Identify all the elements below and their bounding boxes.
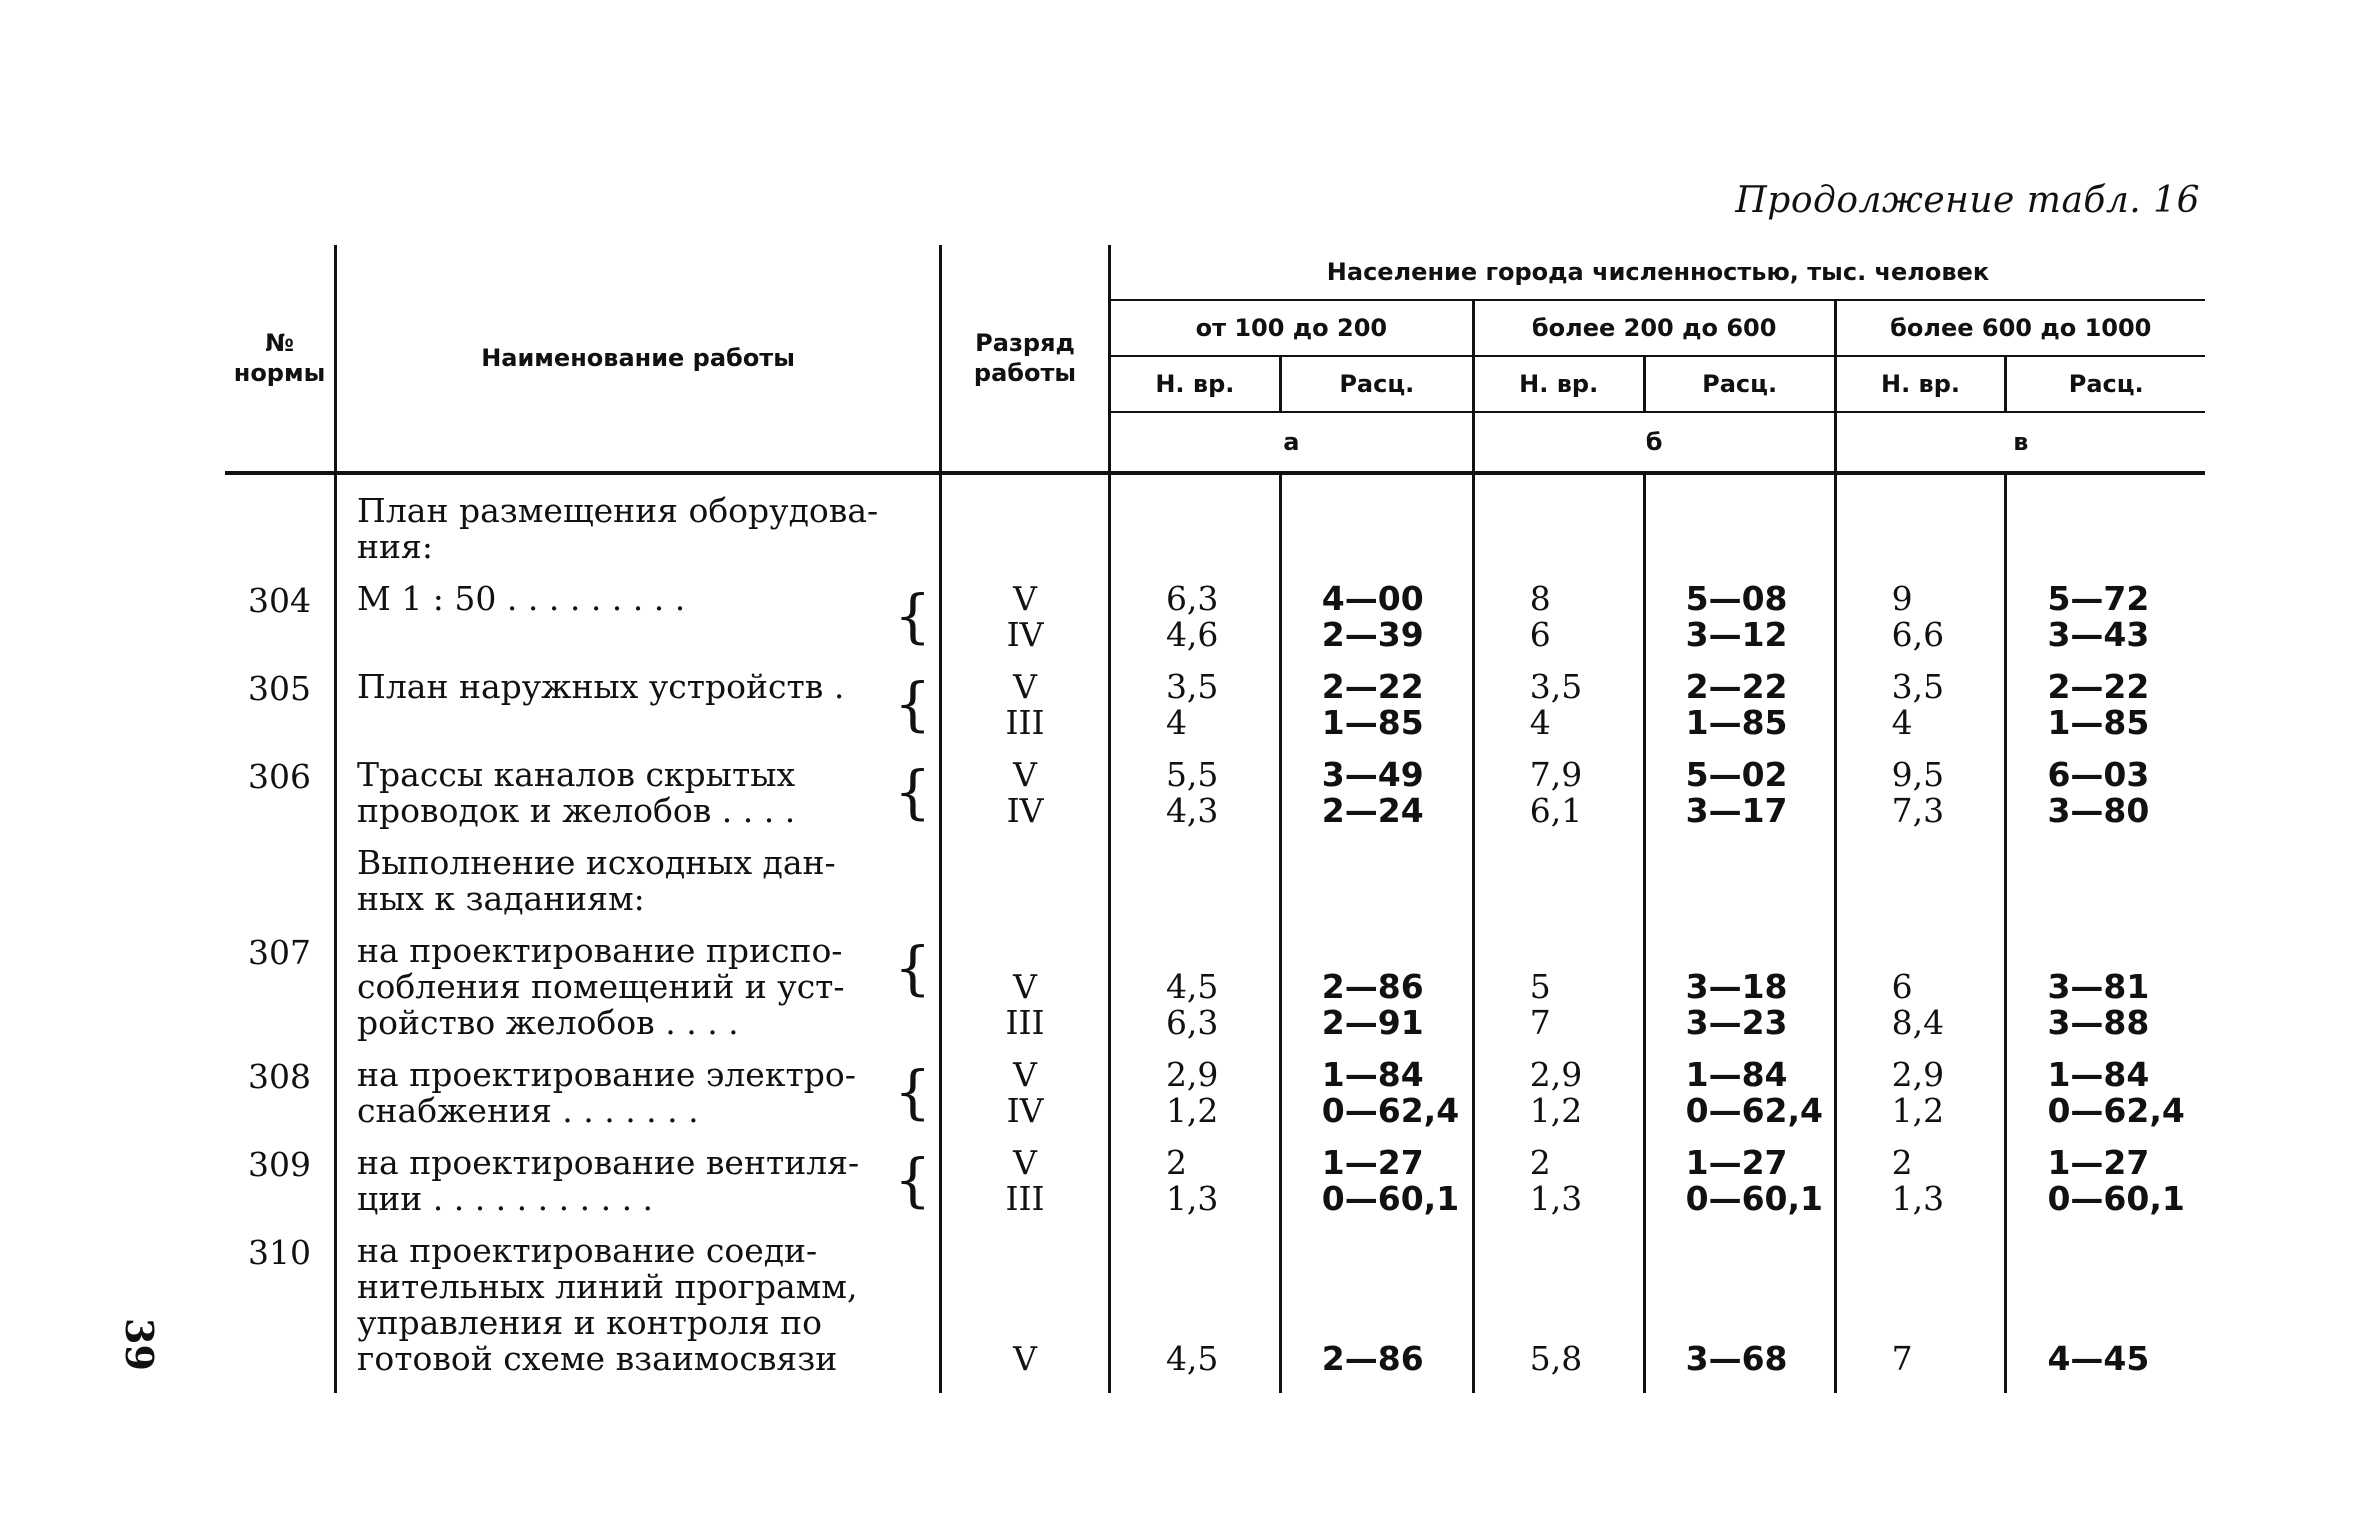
work-name-line: собления помещений и уст- bbox=[357, 967, 845, 1006]
rate-cell bbox=[2006, 1057, 2205, 1145]
time-norm-cell bbox=[1109, 933, 1280, 1057]
rate-cell bbox=[2006, 845, 2205, 933]
time-norm-value: 4 bbox=[1529, 703, 1551, 742]
norm-number: 309 bbox=[248, 1145, 312, 1184]
grade-value: IV bbox=[1006, 615, 1044, 654]
rate-value: 0—60,1 bbox=[2047, 1179, 2185, 1218]
time-norm-value: 6,3 bbox=[1165, 1003, 1219, 1042]
subheader-a-rate: Расц. bbox=[1280, 356, 1473, 412]
work-name-line: проводок и желобов . . . . bbox=[357, 791, 796, 830]
work-name-line: ройство желобов . . . . bbox=[357, 1003, 739, 1042]
time-norm-cell bbox=[1473, 757, 1644, 845]
table-row bbox=[225, 757, 2205, 845]
norm-number: 310 bbox=[248, 1233, 312, 1272]
time-norm-value: 6 bbox=[1529, 615, 1551, 654]
work-name-line: управления и контроля по bbox=[357, 1303, 822, 1342]
rate-value: 5—08 bbox=[1685, 579, 1788, 618]
brace-glyph: { bbox=[894, 582, 932, 650]
time-norm-value: 2 bbox=[1165, 1143, 1187, 1182]
grade-cell bbox=[941, 1233, 1110, 1393]
table-row bbox=[225, 1233, 2205, 1393]
group-letter-b: б bbox=[1473, 412, 1835, 473]
time-norm-value: 4 bbox=[1165, 703, 1187, 742]
rate-cell bbox=[1280, 473, 1473, 581]
time-norm-cell bbox=[1109, 1145, 1280, 1233]
rate-value: 3—88 bbox=[2047, 1003, 2150, 1042]
rate-value: 1—84 bbox=[1685, 1055, 1788, 1094]
group-header-b-range: более 200 до 600 bbox=[1473, 300, 1835, 356]
time-norm-value: 9,5 bbox=[1891, 755, 1945, 794]
time-norm-cell bbox=[1835, 933, 2006, 1057]
time-norm-cell bbox=[1109, 473, 1280, 581]
rate-value: 3—43 bbox=[2047, 615, 2150, 654]
table-row bbox=[225, 669, 2205, 757]
rate-cell bbox=[1644, 1145, 1835, 1233]
rate-value: 5—72 bbox=[2047, 579, 2150, 618]
work-name-line: М 1 : 50 . . . . . . . . . bbox=[357, 579, 686, 618]
time-norm-value: 1,2 bbox=[1529, 1091, 1583, 1130]
rate-value: 3—81 bbox=[2047, 967, 2150, 1006]
norm-number: 305 bbox=[248, 669, 312, 708]
grade-value: V bbox=[1013, 579, 1037, 618]
time-norm-cell bbox=[1109, 669, 1280, 757]
norm-number bbox=[225, 845, 336, 933]
grade-cell bbox=[941, 1145, 1110, 1233]
time-norm-cell bbox=[1473, 1233, 1644, 1393]
work-name bbox=[336, 933, 941, 1057]
work-name bbox=[336, 581, 941, 669]
subheader-b-time: Н. вр. bbox=[1473, 356, 1644, 412]
time-norm-value: 2 bbox=[1891, 1143, 1913, 1182]
time-norm-value: 7 bbox=[1529, 1003, 1551, 1042]
rate-cell bbox=[2006, 933, 2205, 1057]
rate-value: 3—49 bbox=[1321, 755, 1424, 794]
col-header-grade-line2: работы bbox=[973, 359, 1077, 387]
time-norm-value: 3,5 bbox=[1165, 667, 1219, 706]
time-norm-value: 4 bbox=[1891, 703, 1913, 742]
col-header-work-name: Наименование работы bbox=[336, 245, 941, 473]
work-name-line: Выполнение исходных дан- bbox=[357, 843, 836, 882]
table-row bbox=[225, 1057, 2205, 1145]
work-name-line: на проектирование вентиля- bbox=[357, 1143, 860, 1182]
grade-value: V bbox=[1013, 1143, 1037, 1182]
rate-value: 4—45 bbox=[2047, 1339, 2150, 1378]
subheader-v-rate: Расц. bbox=[2006, 356, 2205, 412]
time-norm-value: 1,2 bbox=[1165, 1091, 1219, 1130]
time-norm-value: 2,9 bbox=[1529, 1055, 1583, 1094]
group-header-a-range: от 100 до 200 bbox=[1109, 300, 1473, 356]
rate-value: 1—85 bbox=[2047, 703, 2150, 742]
rate-value: 3—80 bbox=[2047, 791, 2150, 830]
work-name bbox=[336, 757, 941, 845]
time-norm-cell bbox=[1835, 581, 2006, 669]
work-name bbox=[336, 669, 941, 757]
col-header-norm-no-line2: нормы bbox=[233, 359, 326, 387]
table-row bbox=[225, 581, 2205, 669]
work-name bbox=[336, 473, 941, 581]
subheader-b-rate: Расц. bbox=[1644, 356, 1835, 412]
rate-value: 2—86 bbox=[1321, 967, 1424, 1006]
work-name-line: на проектирование приспо- bbox=[357, 931, 843, 970]
time-norm-cell bbox=[1835, 845, 2006, 933]
work-name bbox=[336, 1057, 941, 1145]
page-number: 39 bbox=[117, 1318, 162, 1371]
rate-value: 6—03 bbox=[2047, 755, 2150, 794]
rate-value: 2—22 bbox=[1685, 667, 1788, 706]
grade-value: V bbox=[1013, 1339, 1037, 1378]
norm-number: 308 bbox=[248, 1057, 312, 1096]
group-letter-v: в bbox=[1835, 412, 2205, 473]
brace-glyph: { bbox=[894, 934, 932, 1002]
grade-value: III bbox=[1005, 1179, 1045, 1218]
time-norm-cell bbox=[1835, 757, 2006, 845]
time-norm-value: 1,3 bbox=[1165, 1179, 1219, 1218]
grade-cell bbox=[941, 473, 1110, 581]
rate-value: 2—39 bbox=[1321, 615, 1424, 654]
time-norm-cell bbox=[1473, 1057, 1644, 1145]
time-norm-value: 8,4 bbox=[1891, 1003, 1945, 1042]
time-norm-value: 7 bbox=[1891, 1339, 1913, 1378]
time-norm-cell bbox=[1109, 845, 1280, 933]
time-norm-cell bbox=[1473, 1145, 1644, 1233]
rate-cell bbox=[1644, 933, 1835, 1057]
grade-value: V bbox=[1013, 755, 1037, 794]
time-norm-value: 4,6 bbox=[1165, 615, 1219, 654]
time-norm-cell bbox=[1109, 1057, 1280, 1145]
time-norm-cell bbox=[1109, 757, 1280, 845]
grade-value: V bbox=[1013, 667, 1037, 706]
time-norm-value: 3,5 bbox=[1891, 667, 1945, 706]
time-norm-value: 7,3 bbox=[1891, 791, 1945, 830]
rate-cell bbox=[1280, 581, 1473, 669]
rate-value: 0—62,4 bbox=[1321, 1091, 1460, 1130]
rate-cell bbox=[1644, 1233, 1835, 1393]
rate-value: 1—85 bbox=[1321, 703, 1424, 742]
rate-value: 2—22 bbox=[1321, 667, 1424, 706]
rate-value: 1—27 bbox=[2047, 1143, 2150, 1182]
rate-value: 2—24 bbox=[1321, 791, 1424, 830]
table-row bbox=[225, 1145, 2205, 1233]
work-name-line: Трассы каналов скрытых bbox=[357, 755, 796, 794]
time-norm-cell bbox=[1835, 1233, 2006, 1393]
grade-cell bbox=[941, 1057, 1110, 1145]
rate-cell bbox=[2006, 581, 2205, 669]
rate-value: 0—62,4 bbox=[1685, 1091, 1824, 1130]
work-name-line: на проектирование электро- bbox=[357, 1055, 856, 1094]
rate-cell bbox=[2006, 757, 2205, 845]
rate-cell bbox=[1280, 669, 1473, 757]
norm-number: 306 bbox=[248, 757, 312, 796]
work-name-line: готовой схеме взаимосвязи bbox=[357, 1339, 838, 1378]
col-header-grade bbox=[941, 245, 1110, 473]
table-continuation-caption: Продолжение табл. 16 bbox=[1735, 180, 2200, 221]
rate-cell bbox=[1280, 1233, 1473, 1393]
grade-cell bbox=[941, 581, 1110, 669]
table-header bbox=[225, 245, 2205, 473]
rate-value: 2—91 bbox=[1321, 1003, 1424, 1042]
rate-cell bbox=[1280, 1145, 1473, 1233]
brace-glyph: { bbox=[894, 1058, 932, 1126]
time-norm-value: 6,3 bbox=[1165, 579, 1219, 618]
norm-number: 307 bbox=[248, 933, 312, 972]
time-norm-value: 2,9 bbox=[1165, 1055, 1219, 1094]
rate-value: 5—02 bbox=[1685, 755, 1788, 794]
rate-value: 1—84 bbox=[1321, 1055, 1424, 1094]
time-norm-value: 8 bbox=[1529, 579, 1551, 618]
brace-glyph: { bbox=[894, 670, 932, 738]
work-name-line: План наружных устройств . bbox=[357, 667, 845, 706]
rate-value: 1—27 bbox=[1685, 1143, 1788, 1182]
rate-cell bbox=[1644, 757, 1835, 845]
time-norm-value: 7,9 bbox=[1529, 755, 1583, 794]
time-norm-cell bbox=[1473, 933, 1644, 1057]
group-letter-a: а bbox=[1109, 412, 1473, 473]
grade-value: IV bbox=[1006, 1091, 1044, 1130]
col-header-norm-no-line1: № bbox=[265, 329, 294, 357]
grade-cell bbox=[941, 669, 1110, 757]
rate-value: 3—18 bbox=[1685, 967, 1788, 1006]
grade-value: III bbox=[1005, 1003, 1045, 1042]
grade-cell bbox=[941, 933, 1110, 1057]
norm-number: 304 bbox=[248, 581, 312, 620]
time-norm-value: 4,3 bbox=[1165, 791, 1219, 830]
col-header-grade-line1: Разряд bbox=[975, 329, 1075, 357]
work-name-line: ции . . . . . . . . . . . bbox=[357, 1179, 654, 1218]
grade-value: V bbox=[1013, 1055, 1037, 1094]
time-norm-cell bbox=[1473, 473, 1644, 581]
work-name-line: на проектирование соеди- bbox=[357, 1231, 818, 1270]
norms-table bbox=[225, 245, 2205, 1393]
time-norm-cell bbox=[1835, 669, 2006, 757]
rate-cell bbox=[2006, 1233, 2205, 1393]
rate-value: 3—23 bbox=[1685, 1003, 1788, 1042]
rate-cell bbox=[1280, 1057, 1473, 1145]
rate-cell bbox=[1644, 669, 1835, 757]
rate-value: 3—12 bbox=[1685, 615, 1788, 654]
time-norm-cell bbox=[1473, 845, 1644, 933]
time-norm-cell bbox=[1835, 1145, 2006, 1233]
time-norm-cell bbox=[1109, 581, 1280, 669]
time-norm-value: 5,5 bbox=[1165, 755, 1219, 794]
table-row bbox=[225, 473, 2205, 581]
work-name-line: нительных линий программ, bbox=[357, 1267, 858, 1306]
work-name bbox=[336, 845, 941, 933]
time-norm-value: 1,3 bbox=[1891, 1179, 1945, 1218]
time-norm-value: 1,2 bbox=[1891, 1091, 1945, 1130]
time-norm-value: 5 bbox=[1529, 967, 1551, 1006]
rate-value: 2—22 bbox=[2047, 667, 2150, 706]
rate-cell bbox=[2006, 1145, 2205, 1233]
rate-cell bbox=[1644, 473, 1835, 581]
rate-value: 1—84 bbox=[2047, 1055, 2150, 1094]
work-name-line: План размещения оборудова- bbox=[357, 491, 879, 530]
time-norm-cell bbox=[1109, 1233, 1280, 1393]
time-norm-value: 6 bbox=[1891, 967, 1913, 1006]
norm-number bbox=[225, 473, 336, 581]
work-name bbox=[336, 1233, 941, 1393]
col-header-population: Население города численностью, тыс. человек bbox=[1109, 245, 2205, 300]
rate-cell bbox=[1280, 757, 1473, 845]
rate-value: 1—85 bbox=[1685, 703, 1788, 742]
rate-value: 4—00 bbox=[1321, 579, 1424, 618]
grade-value: III bbox=[1005, 703, 1045, 742]
grade-value: IV bbox=[1006, 791, 1044, 830]
grade-cell bbox=[941, 845, 1110, 933]
rate-cell bbox=[1644, 1057, 1835, 1145]
time-norm-cell bbox=[1835, 473, 2006, 581]
rate-value: 2—86 bbox=[1321, 1339, 1424, 1378]
rate-cell bbox=[1280, 845, 1473, 933]
rate-cell bbox=[1644, 581, 1835, 669]
rate-cell bbox=[1280, 933, 1473, 1057]
work-name-line: ных к заданиям: bbox=[357, 879, 645, 918]
rate-cell bbox=[2006, 473, 2205, 581]
rate-value: 3—68 bbox=[1685, 1339, 1788, 1378]
table-row bbox=[225, 933, 2205, 1057]
time-norm-value: 6,1 bbox=[1529, 791, 1583, 830]
time-norm-value: 1,3 bbox=[1529, 1179, 1583, 1218]
time-norm-cell bbox=[1473, 669, 1644, 757]
work-name-line: снабжения . . . . . . . bbox=[357, 1091, 699, 1130]
rate-value: 1—27 bbox=[1321, 1143, 1424, 1182]
time-norm-value: 2,9 bbox=[1891, 1055, 1945, 1094]
grade-value: V bbox=[1013, 967, 1037, 1006]
table-body bbox=[225, 473, 2205, 1393]
table-row bbox=[225, 845, 2205, 933]
subheader-v-time: Н. вр. bbox=[1835, 356, 2006, 412]
time-norm-value: 2 bbox=[1529, 1143, 1551, 1182]
brace-glyph: { bbox=[894, 758, 932, 826]
time-norm-value: 6,6 bbox=[1891, 615, 1945, 654]
rate-value: 0—60,1 bbox=[1685, 1179, 1824, 1218]
work-name-line: ния: bbox=[357, 527, 433, 566]
time-norm-value: 9 bbox=[1891, 579, 1913, 618]
grade-cell bbox=[941, 757, 1110, 845]
rate-value: 0—62,4 bbox=[2047, 1091, 2185, 1130]
col-header-norm-no bbox=[225, 245, 336, 473]
time-norm-value: 5,8 bbox=[1529, 1339, 1583, 1378]
rate-cell bbox=[2006, 669, 2205, 757]
time-norm-value: 4,5 bbox=[1165, 967, 1219, 1006]
rate-value: 0—60,1 bbox=[1321, 1179, 1460, 1218]
rate-value: 3—17 bbox=[1685, 791, 1788, 830]
group-header-v-range: более 600 до 1000 bbox=[1835, 300, 2205, 356]
rate-cell bbox=[1644, 845, 1835, 933]
time-norm-value: 4,5 bbox=[1165, 1339, 1219, 1378]
time-norm-cell bbox=[1473, 581, 1644, 669]
time-norm-value: 3,5 bbox=[1529, 667, 1583, 706]
time-norm-cell bbox=[1835, 1057, 2006, 1145]
subheader-a-time: Н. вр. bbox=[1109, 356, 1280, 412]
brace-glyph: { bbox=[894, 1146, 932, 1214]
work-name bbox=[336, 1145, 941, 1233]
